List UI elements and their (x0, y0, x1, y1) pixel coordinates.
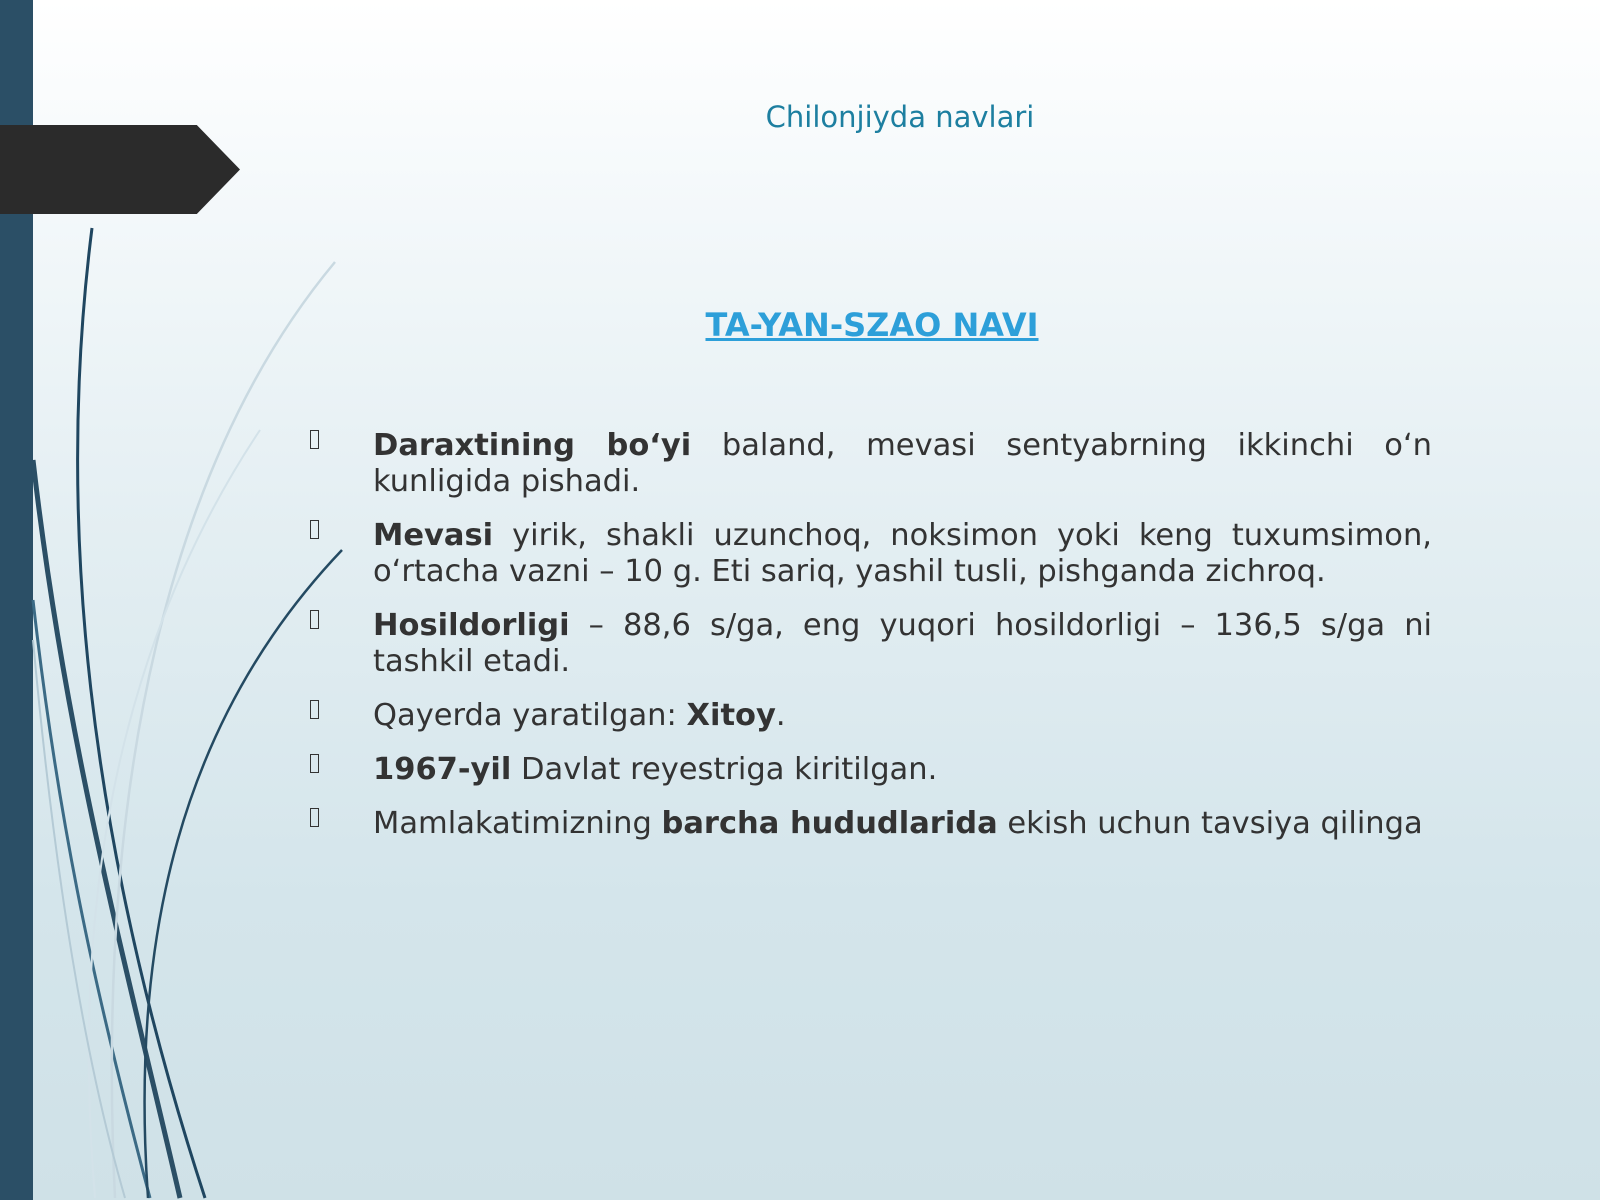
bullet-bold-text: Xitoy (686, 698, 776, 733)
list-item (310, 608, 1432, 680)
bullet-box-icon (310, 808, 319, 827)
bullet-bold-text: barcha hududlarida (661, 806, 998, 841)
list-item (310, 518, 1432, 590)
bullet-text: . (775, 698, 786, 733)
bullet-bold-text: Hosildorligi (373, 608, 570, 643)
list-item (310, 806, 1432, 842)
list-item (310, 698, 1432, 734)
bullet-text: Qayerda yaratilgan: (373, 698, 687, 733)
slide-heading: TA-YAN-SZAO NAVI (705, 306, 1039, 344)
bullet-box-icon (310, 520, 319, 539)
bullet-box-icon (310, 430, 319, 449)
bullet-bold-text: Mevasi (373, 518, 494, 553)
bullet-text: – 88,6 s/ga, eng yuqori hosildorligi – 136,5 s/ga ni tashkil etadi. (373, 608, 1432, 679)
arrow-tab-shape (0, 125, 240, 214)
bullet-text: baland, mevasi sentyabrning ikkinchi o‘n kunligida pishadi. (373, 428, 1432, 499)
bullet-box-icon (310, 610, 319, 629)
bullet-text: yirik, shakli uzunchoq, noksimon yoki keng tuxumsimon, o‘rtacha vazni – 10 g. Eti sariq, yashil tusli, pishganda zichroq. (373, 518, 1432, 589)
slide-subtitle: Chilonjiyda navlari (765, 100, 1035, 134)
bullet-box-icon (310, 700, 319, 719)
bullet-text: Mamlakatimizning (373, 806, 662, 841)
bullet-box-icon (310, 754, 319, 773)
bullet-list (310, 428, 1432, 860)
bullet-text: ekish uchun tavsiya qilinga (997, 806, 1423, 841)
bullet-bold-text: 1967-yil (373, 752, 512, 787)
bullet-bold-text: Daraxtining bo‘yi (373, 428, 692, 463)
list-item (310, 428, 1432, 500)
list-item (310, 752, 1432, 788)
bullet-text: Davlat reyestriga kiritilgan. (511, 752, 938, 787)
